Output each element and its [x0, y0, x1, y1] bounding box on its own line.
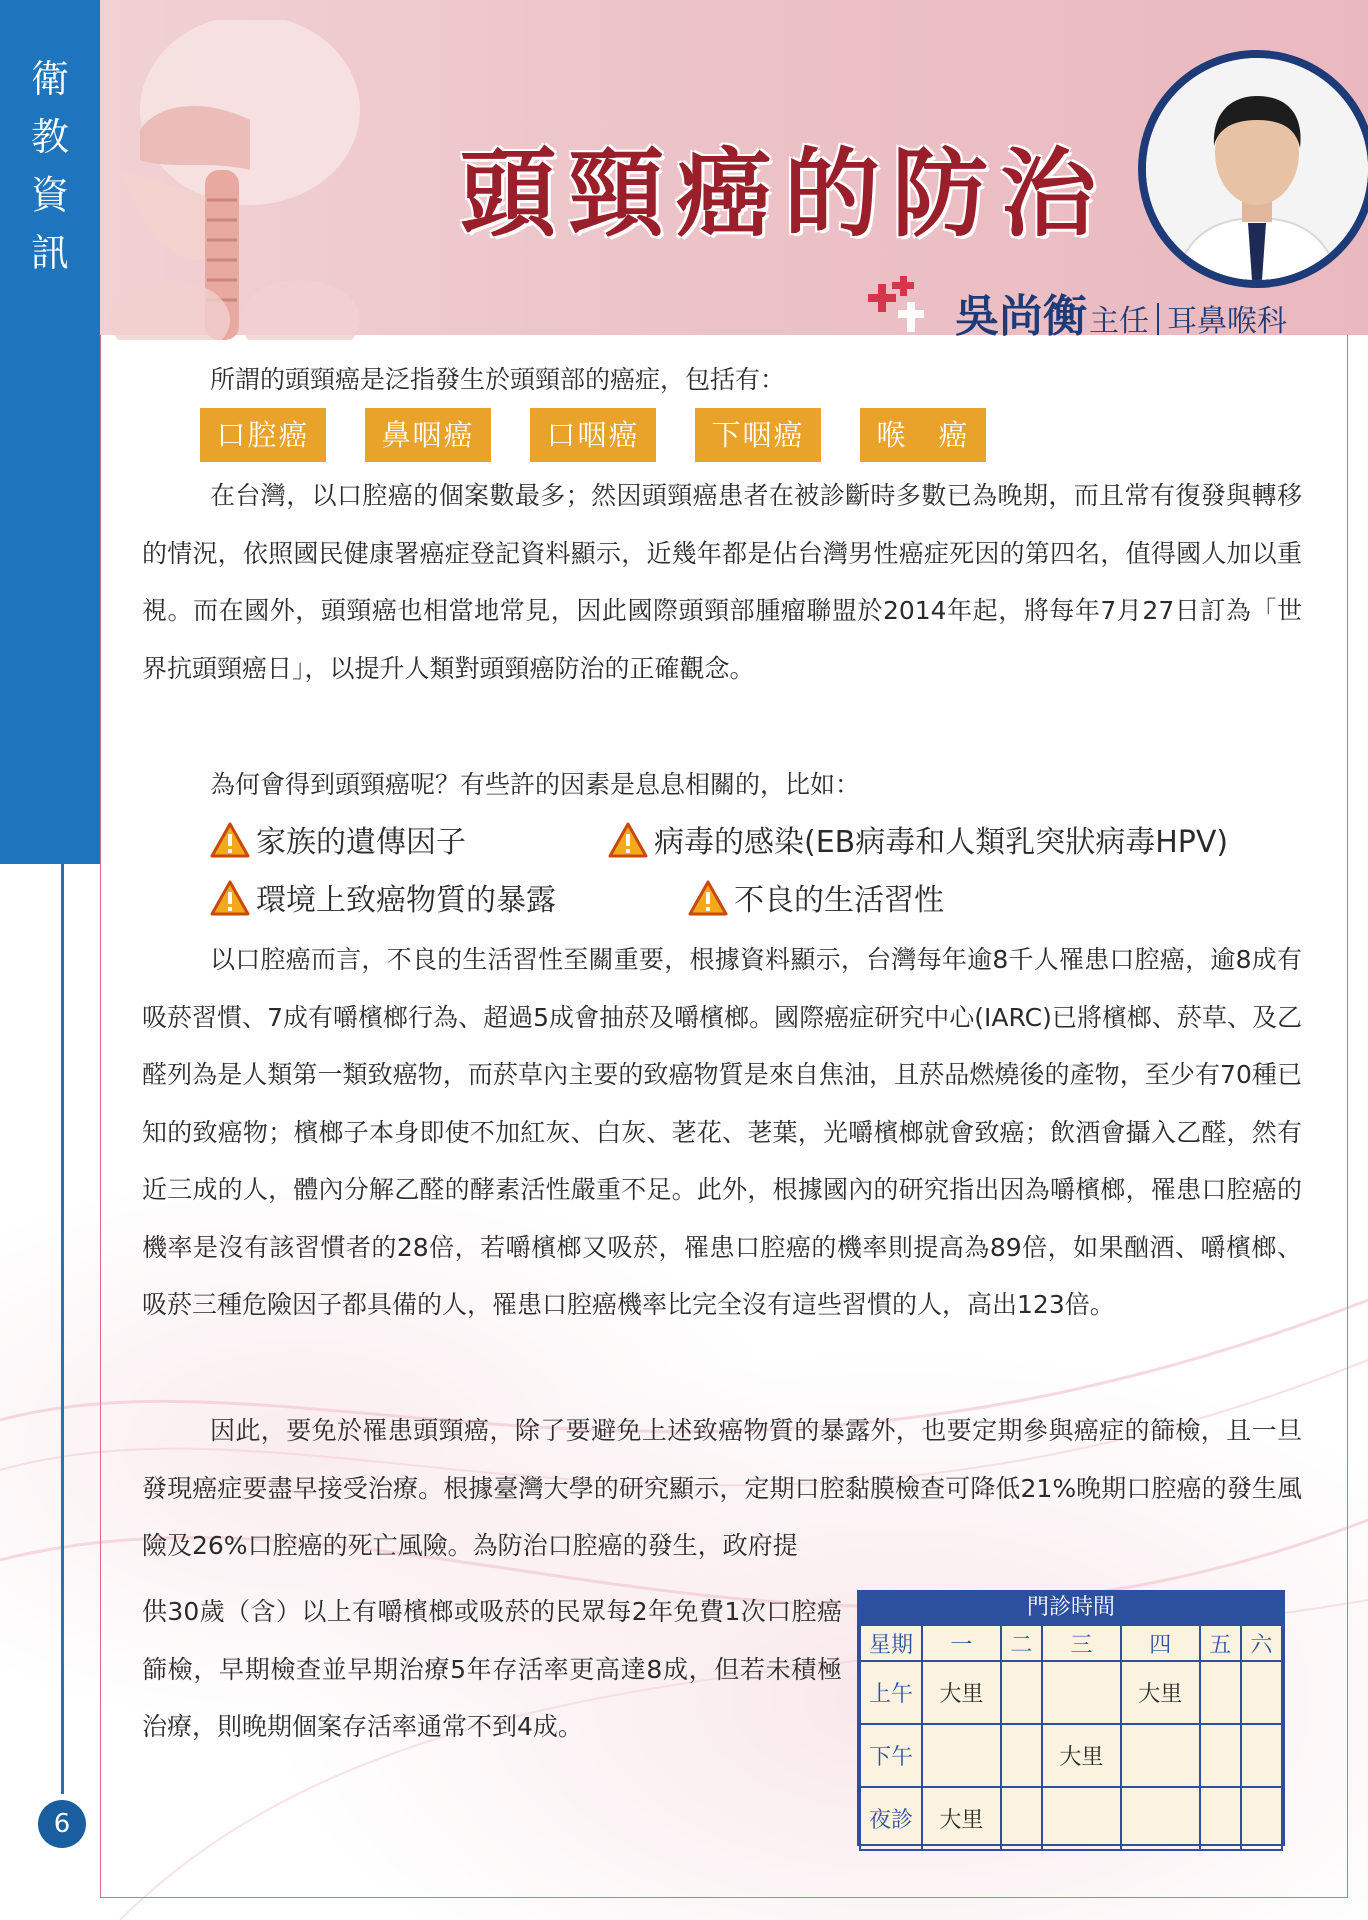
author-role: 主任	[1089, 304, 1149, 339]
clinic-schedule	[857, 1590, 1285, 1846]
warning-triangle-icon	[210, 822, 250, 858]
clinic-schedule-table	[859, 1624, 1283, 1851]
author-separator	[1157, 303, 1159, 335]
schedule-period: 下午	[860, 1724, 922, 1787]
side-rule	[61, 864, 64, 1794]
author-name: 吳尚衡	[955, 291, 1087, 342]
cancer-type-tag: 口咽癌	[530, 408, 656, 462]
schedule-cell	[1001, 1724, 1042, 1787]
schedule-cell	[1200, 1661, 1241, 1724]
cancer-type-tag: 口腔癌	[200, 408, 326, 462]
page-title: 頭頸癌的防治	[460, 137, 1108, 250]
schedule-cell	[1001, 1661, 1042, 1724]
medical-cross-icon	[862, 276, 942, 336]
section-tab-label: 衛 教 資 訊	[30, 57, 69, 275]
page-number: 6	[38, 1800, 86, 1848]
risk-factor	[210, 876, 556, 926]
risk-factor-label: 病毒的感染(EB病毒和人類乳突狀病毒HPV)	[654, 825, 1229, 860]
schedule-cell	[1241, 1724, 1282, 1787]
cancer-type-tag: 鼻咽癌	[365, 408, 491, 462]
schedule-header-cell: 四	[1121, 1625, 1200, 1661]
risk-factor	[210, 818, 466, 868]
schedule-cell: 大里	[1121, 1661, 1200, 1724]
schedule-cell: 大里	[922, 1661, 1001, 1724]
schedule-period: 上午	[860, 1661, 922, 1724]
schedule-header-cell: 一	[922, 1625, 1001, 1661]
author-department: 耳鼻喉科	[1167, 304, 1287, 339]
body-paragraph-1: 在台灣，以口腔癌的個案數最多；然因頭頸癌患者在被診斷時多數已為晚期，而且常有復發與轉移的情況，依照國民健康署癌症登記資料顯示，近幾年都是佔台灣男性癌症死因的第四名，值得國人加以重視。而在國外，頭頸癌也相當地常見，因此國際頭頸部腫瘤聯盟於2014年起，將每年7月27日訂為「世界抗頭頸癌日」，以提升人類對頭頸癌防治的正確觀念。	[142, 481, 1302, 683]
body-paragraph-4: 供30歲（含）以上有嚼檳榔或吸菸的民眾每2年免費1次口腔癌篩檢，早期檢查並早期治療5年存活率更高達8成，但若未積極治療，則晚期個案存活率通常不到4成。	[142, 1597, 842, 1741]
schedule-header-cell: 三	[1042, 1625, 1121, 1661]
doctor-portrait-image	[1146, 58, 1368, 280]
schedule-row	[860, 1661, 1282, 1724]
warning-triangle-icon	[688, 880, 728, 916]
schedule-cell	[1200, 1787, 1241, 1850]
schedule-cell: 大里	[1042, 1724, 1121, 1787]
risk-factor	[608, 818, 1228, 868]
schedule-cell	[1042, 1787, 1121, 1850]
schedule-row	[860, 1787, 1282, 1850]
schedule-cell	[1200, 1724, 1241, 1787]
schedule-cell	[1241, 1787, 1282, 1850]
warning-triangle-icon	[210, 880, 250, 916]
body-paragraph-2: 以口腔癌而言，不良的生活習性至關重要，根據資料顯示，台灣每年逾8千人罹患口腔癌，逾8成有吸菸習慣、7成有嚼檳榔行為、超過5成會抽菸及嚼檳榔。國際癌症研究中心(IARC)已將檳榔、菸草、及乙醛列為是人類第一類致癌物，而菸草內主要的致癌物質是來自焦油，且菸品燃燒後的產物，至少有70種已知的致癌物；檳榔子本身即使不加紅灰、白灰、荖花、荖葉，光嚼檳榔就會致癌；飲酒會攝入乙醛，然有近三成的人，體內分解乙醛的酵素活性嚴重不足。此外，根據國內的研究指出因為嚼檳榔，罹患口腔癌的機率是沒有該習慣者的28倍，若嚼檳榔又吸菸，罹患口腔癌的機率則提高為89倍，如果酗酒、嚼檳榔、吸菸三種危險因子都具備的人，罹患口腔癌機率比完全沒有這些習慣的人，高出123倍。	[142, 945, 1302, 1319]
schedule-cell	[1042, 1661, 1121, 1724]
factors-intro: 為何會得到頭頸癌呢？有些許的因素是息息相關的，比如：	[210, 770, 861, 799]
cancer-type-tag: 下咽癌	[695, 408, 821, 462]
risk-factor-label: 不良的生活習性	[734, 883, 944, 918]
throat-anatomy-illustration	[100, 20, 380, 340]
schedule-header-cell: 六	[1241, 1625, 1282, 1661]
schedule-header-cell: 五	[1200, 1625, 1241, 1661]
schedule-header-cell: 二	[1001, 1625, 1042, 1661]
schedule-cell	[1121, 1724, 1200, 1787]
section-tab	[0, 0, 100, 864]
clinic-schedule-title: 門診時間	[859, 1592, 1283, 1624]
risk-factor-label: 環境上致癌物質的暴露	[256, 883, 556, 918]
schedule-cell	[922, 1724, 1001, 1787]
body-paragraph-3: 因此，要免於罹患頭頸癌，除了要避免上述致癌物質的暴露外，也要定期參與癌症的篩檢，且一旦發現癌症要盡早接受治療。根據臺灣大學的研究顯示，定期口腔黏膜檢查可降低21%晚期口腔癌的發生風險及26%口腔癌的死亡風險。為防治口腔癌的發生，政府提	[142, 1416, 1302, 1560]
schedule-cell: 大里	[922, 1787, 1001, 1850]
risk-factor	[688, 876, 944, 926]
schedule-period: 夜診	[860, 1787, 922, 1850]
doctor-portrait	[1138, 50, 1368, 288]
schedule-cell	[1121, 1787, 1200, 1850]
schedule-header-row	[860, 1625, 1282, 1661]
cancer-type-tag: 喉 癌	[860, 408, 986, 462]
schedule-row	[860, 1724, 1282, 1787]
schedule-cell	[1241, 1661, 1282, 1724]
schedule-cell	[1001, 1787, 1042, 1850]
intro-paragraph: 所謂的頭頸癌是泛指發生於頭頸部的癌症，包括有：	[210, 365, 786, 394]
author-credit	[955, 280, 1287, 342]
risk-factor-label: 家族的遺傳因子	[256, 825, 466, 860]
warning-triangle-icon	[608, 822, 648, 858]
header-banner	[100, 0, 1368, 342]
schedule-header-cell: 星期	[860, 1625, 922, 1661]
